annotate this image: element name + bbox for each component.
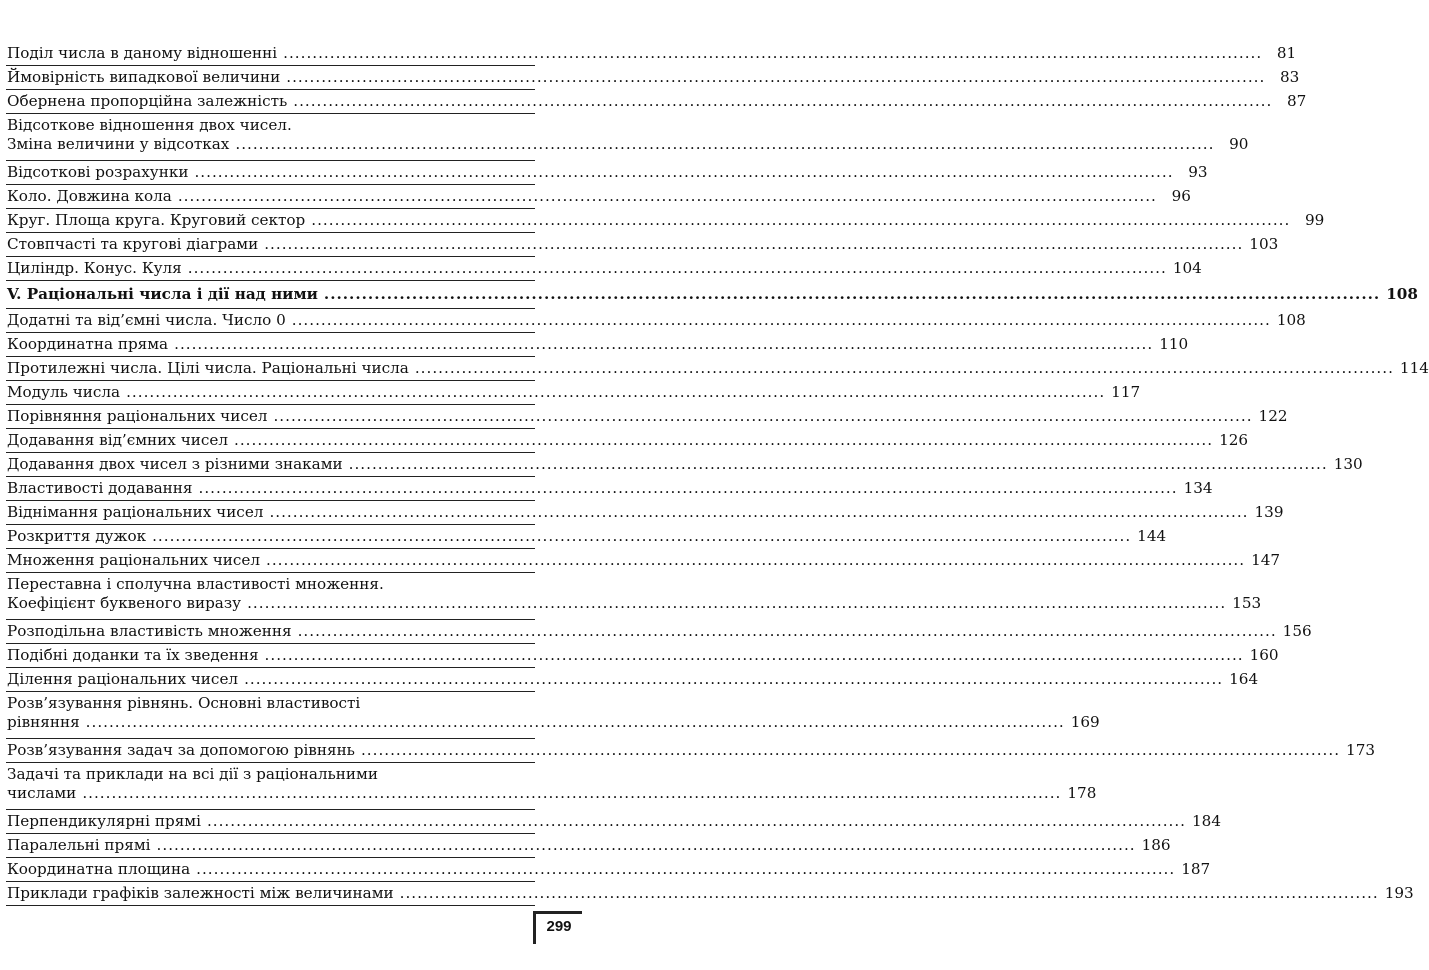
toc-entry-page: 164 (1229, 670, 1259, 688)
toc-entry-title: Приклади графіків залежності між величинами (7, 884, 394, 902)
toc-entry-page: 147 (1251, 551, 1281, 569)
toc-entry (6, 858, 1211, 882)
toc-entry-page: 187 (1181, 860, 1211, 878)
toc-entry-title: Паралельні прямі (7, 836, 151, 854)
toc-entry (6, 233, 1279, 257)
dot-leader (247, 594, 1226, 613)
toc-entry (6, 525, 1167, 549)
dot-leader (292, 311, 1271, 330)
dot-leader (188, 259, 1167, 278)
dot-leader (178, 187, 1157, 206)
toc-entry-title: Розкриття дужок (7, 527, 147, 545)
dot-leader (269, 503, 1248, 522)
toc-entry (6, 739, 1376, 763)
toc-entry-title-line1: Відсоткове відношення двох чисел. (7, 116, 292, 134)
toc-entry-page: 103 (1249, 235, 1279, 253)
toc-entry-page: 122 (1258, 407, 1288, 425)
dot-leader (400, 884, 1379, 903)
toc-entry-page: 108 (1276, 311, 1306, 329)
toc-entry-title: Віднімання раціональних чисел (7, 503, 264, 521)
toc-entry (6, 42, 1297, 66)
toc-entry-page: 156 (1282, 622, 1312, 640)
toc-entry-page: 90 (1229, 135, 1249, 153)
toc-entry (6, 429, 1249, 453)
dot-leader (235, 135, 1214, 154)
toc-entry-page: 178 (1067, 784, 1097, 802)
toc-entry-page: 117 (1111, 383, 1141, 401)
toc-entry-title: Стовпчасті та кругові діаграми (7, 235, 259, 253)
toc-entry-title: Модуль числа (7, 383, 121, 401)
toc-entry-page: 144 (1137, 527, 1167, 545)
toc-entry-page: 99 (1305, 211, 1325, 229)
toc-entry-title: Круг. Площа круга. Круговий сектор (7, 211, 306, 229)
toc-entry-page: 139 (1254, 503, 1284, 521)
toc-entry (6, 668, 1259, 692)
dot-leader (415, 359, 1394, 378)
dot-leader (298, 622, 1277, 641)
toc-entry (6, 573, 1262, 620)
toc-entry-page: 104 (1172, 259, 1202, 277)
toc-entry-title: Перпендикулярні прямі (7, 812, 201, 830)
toc-entry-page: 93 (1188, 163, 1208, 181)
toc-entry-page: 83 (1279, 68, 1300, 86)
toc-entry (6, 357, 1429, 381)
toc-entry-title: Зміна величини у відсотках (7, 135, 230, 153)
toc-entry-page: 193 (1384, 884, 1414, 902)
toc-entry-title: Коло. Довжина кола (7, 187, 172, 205)
dot-leader (194, 163, 1173, 182)
toc-entry-title: Розв’язування задач за допомогою рівнянь (7, 741, 355, 759)
dot-leader (86, 713, 1065, 732)
toc-entry-title: Координатна площина (7, 860, 191, 878)
toc-entry-page: 153 (1232, 594, 1262, 612)
dot-leader (349, 455, 1328, 474)
toc-entry-page: 173 (1346, 741, 1376, 759)
page-number: 299 (533, 911, 582, 944)
toc-entry (6, 477, 1213, 501)
toc-entry-title: Множення раціональних чисел (7, 551, 261, 569)
toc-entry (6, 620, 1312, 644)
dot-leader (311, 211, 1290, 230)
toc-entry (6, 763, 1097, 810)
toc-entry (6, 185, 1191, 209)
toc-entry-title: Коефіцієнт буквеного виразу (7, 594, 242, 612)
toc-entry-title: Порівняння раціональних чисел (7, 407, 268, 425)
dot-leader (126, 383, 1105, 402)
toc-entry (6, 66, 1300, 90)
toc-entry-title: Додавання двох чисел з різними знаками (7, 455, 343, 473)
toc-entry-page: 114 (1399, 359, 1429, 377)
toc-entry-title: Відсоткові розрахунки (7, 163, 189, 181)
toc-entry-title: Ділення раціональних чисел (7, 670, 239, 688)
dot-leader (157, 836, 1136, 855)
dot-leader (265, 646, 1244, 665)
dot-leader (286, 68, 1265, 87)
toc-entry-title: Додавання від’ємних чисел (7, 431, 229, 449)
toc-entry (6, 114, 1249, 161)
dot-leader (324, 285, 1380, 304)
toc-entry-title: рівняння (7, 713, 80, 731)
toc-entry-title: Додатні та від’ємні числа. Число 0 (7, 311, 286, 329)
toc-entry-page: 186 (1141, 836, 1171, 854)
toc-entry-page: 169 (1070, 713, 1100, 731)
toc-entry-title: V. Раціональні числа і дії над ними (7, 285, 318, 303)
toc-entry (6, 161, 1208, 185)
dot-leader (234, 431, 1213, 450)
toc-entry-title: Поділ числа в даному відношенні (7, 44, 278, 62)
dot-leader (283, 44, 1262, 63)
toc-entry-page: 160 (1249, 646, 1279, 664)
toc-entry (6, 834, 1171, 858)
toc-entry (6, 453, 1363, 477)
toc-entry (6, 309, 1306, 333)
toc-entry-title-line1: Переставна і сполучна властивості множення. (7, 575, 384, 593)
toc-entry (6, 333, 1189, 357)
dot-leader (196, 860, 1175, 879)
toc-entry-title: Ймовірність випадкової величини (7, 68, 281, 86)
toc-entry (6, 381, 1141, 405)
dot-leader (244, 670, 1223, 689)
toc-entry (6, 257, 1202, 281)
toc-entry-title-line1: Розв’язування рівнянь. Основні властивості (7, 694, 361, 712)
dot-leader (264, 235, 1243, 254)
toc-entry-title: Циліндр. Конус. Куля (7, 259, 182, 277)
toc-entry-page: 96 (1171, 187, 1191, 205)
toc-entry (6, 549, 1281, 573)
toc-entry-page: 126 (1219, 431, 1249, 449)
toc-entry-title: Властивості додавання (7, 479, 193, 497)
toc-entry-page: 81 (1276, 44, 1297, 62)
toc-entry (6, 90, 1307, 114)
toc-entry-title: Координатна пряма (7, 335, 169, 353)
dot-leader (174, 335, 1153, 354)
toc-entry-page: 110 (1159, 335, 1189, 353)
toc-entry-title-line1: Задачі та приклади на всі дії з раціональними (7, 765, 378, 783)
toc-entry-page: 87 (1286, 92, 1307, 110)
toc-entry-title: Обернена пропорційна залежність (7, 92, 288, 110)
dot-leader (293, 92, 1272, 111)
dot-leader (207, 812, 1186, 831)
dot-leader (199, 479, 1178, 498)
toc-entry (6, 209, 1325, 233)
toc-entry-page: 108 (1386, 285, 1418, 303)
dot-leader (152, 527, 1131, 546)
toc-entry-title: Протилежні числа. Цілі числа. Раціональні числа (7, 359, 409, 377)
toc-entry (6, 644, 1279, 668)
dot-leader (266, 551, 1245, 570)
dot-leader (82, 784, 1061, 803)
toc-entry (6, 501, 1284, 525)
dot-leader (361, 741, 1340, 760)
table-of-contents (6, 42, 1429, 906)
toc-entry-page: 184 (1192, 812, 1222, 830)
toc-entry-page: 134 (1183, 479, 1213, 497)
toc-entry (6, 882, 1414, 906)
toc-entry-title: Подібні доданки та їх зведення (7, 646, 259, 664)
toc-entry (6, 810, 1222, 834)
toc-entry-page: 130 (1333, 455, 1363, 473)
toc-entry (6, 692, 1100, 739)
toc-entry (6, 405, 1288, 429)
dot-leader (273, 407, 1252, 426)
toc-section-heading (6, 281, 1418, 309)
toc-entry-title: числами (7, 784, 77, 802)
toc-entry-title: Розподільна властивість множення (7, 622, 292, 640)
